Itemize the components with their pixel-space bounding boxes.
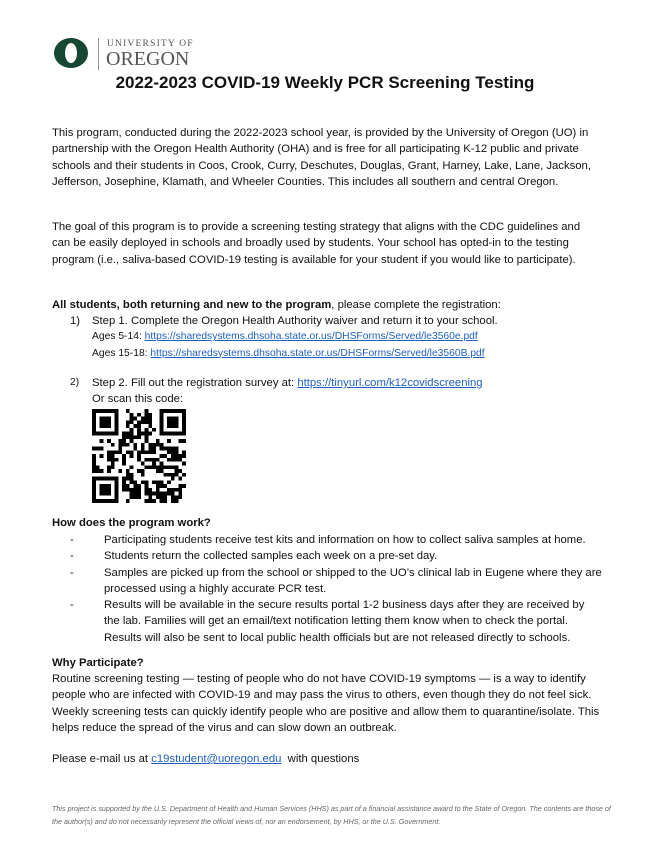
how-list-item: - Students return the collected samples each week on a pre-set day. xyxy=(70,550,438,563)
qr-module xyxy=(111,458,115,462)
qr-module xyxy=(167,480,171,484)
qr-module xyxy=(171,495,175,499)
qr-module xyxy=(175,473,179,477)
qr-module xyxy=(167,439,171,443)
page-title: 2022-2023 COVID-19 Weekly PCR Screening Testing xyxy=(115,73,535,92)
qr-module xyxy=(133,417,137,421)
qr-module xyxy=(141,443,145,447)
qr-module xyxy=(130,435,134,439)
qr-module xyxy=(126,424,130,428)
qr-module xyxy=(126,409,130,413)
qr-module xyxy=(175,488,179,492)
qr-module xyxy=(137,469,141,473)
qr-module xyxy=(111,450,115,454)
step-2-text: Step 2. Fill out the registration survey at: xyxy=(92,377,298,389)
qr-module xyxy=(163,473,167,477)
qr-module xyxy=(122,454,126,458)
qr-module xyxy=(175,454,179,458)
logo-divider xyxy=(98,38,99,70)
how-item-text: Results will be available in the secure results portal 1-2 business days after they are received by the lab. Families will get an email/text notification letting them know when to check the portal. Results will also be sent to local public health officials but are not released directly to schools. xyxy=(104,599,585,644)
contact-email-link[interactable]: c19student@uoregon.edu xyxy=(151,753,282,765)
qr-module xyxy=(130,428,134,432)
qr-module xyxy=(167,473,171,477)
qr-module xyxy=(115,450,119,454)
qr-module xyxy=(92,454,96,458)
qr-module xyxy=(111,454,115,458)
qr-module xyxy=(111,462,115,466)
qr-module xyxy=(171,473,175,477)
qr-module xyxy=(182,484,186,488)
qr-module xyxy=(133,480,137,484)
qr-module xyxy=(160,447,164,451)
qr-module xyxy=(182,462,186,466)
qr-module xyxy=(152,450,156,454)
qr-module xyxy=(122,435,126,439)
qr-module xyxy=(133,443,137,447)
qr-module xyxy=(126,450,130,454)
registration-lead-rest: , please complete the registration: xyxy=(331,299,501,311)
qr-module xyxy=(141,432,145,436)
qr-module xyxy=(126,420,130,424)
qr-module xyxy=(156,469,160,473)
ages-15-18-waiver-link[interactable]: https://sharedsystems.dhsoha.state.or.us/DHSForms/Served/le3560B.pdf xyxy=(150,347,485,359)
qr-module xyxy=(145,492,149,496)
qr-module xyxy=(148,420,152,424)
qr-module xyxy=(175,499,179,503)
goal-paragraph: The goal of this program is to provide a screening testing strategy that aligns with the CDC guidelines and can be easily deployed in schools and broadly used by students. Your school has opted-in to the testing program (i.e., saliva-based COVID-19 testing is available for your student if you would like to participate). xyxy=(52,221,581,266)
step-2 xyxy=(70,375,590,408)
qr-module xyxy=(126,499,130,503)
qr-module xyxy=(133,495,137,499)
qr-module xyxy=(163,499,167,503)
ages-15-18-label: Ages 15-18: xyxy=(92,347,151,359)
qr-module xyxy=(148,432,152,436)
qr-module xyxy=(130,473,134,477)
qr-module xyxy=(145,420,149,424)
qr-module xyxy=(163,495,167,499)
qr-module xyxy=(178,477,182,481)
qr-module xyxy=(163,484,167,488)
qr-module xyxy=(163,492,167,496)
qr-module xyxy=(96,465,100,469)
qr-module xyxy=(145,428,149,432)
qr-module xyxy=(152,447,156,451)
qr-module xyxy=(160,443,164,447)
qr-module xyxy=(122,488,126,492)
qr-module xyxy=(167,458,171,462)
qr-module xyxy=(130,480,134,484)
step-1-text: Step 1. Complete the Oregon Health Authority waiver and return it to your school. xyxy=(92,315,498,327)
qr-module xyxy=(130,495,134,499)
qr-module xyxy=(107,458,111,462)
qr-module xyxy=(152,458,156,462)
contact-suffix: with questions xyxy=(281,753,360,765)
qr-module xyxy=(160,480,164,484)
logo-oregon: OREGON xyxy=(106,48,190,70)
qr-module xyxy=(182,473,186,477)
qr-module xyxy=(118,439,122,443)
qr-module xyxy=(122,477,126,481)
qr-module xyxy=(152,499,156,503)
qr-module xyxy=(130,417,134,421)
qr-module xyxy=(175,465,179,469)
qr-module xyxy=(145,413,149,417)
qr-module xyxy=(171,499,175,503)
qr-module xyxy=(130,477,134,481)
qr-module xyxy=(107,465,111,469)
qr-module xyxy=(130,413,134,417)
qr-module xyxy=(148,495,152,499)
ages-5-14-waiver-link[interactable]: https://sharedsystems.dhsoha.state.or.us/DHSForms/Served/le3560e.pdf xyxy=(144,331,478,343)
qr-module xyxy=(160,454,164,458)
qr-module xyxy=(148,488,152,492)
qr-module xyxy=(156,439,160,443)
qr-module xyxy=(160,492,164,496)
qr-module xyxy=(130,450,134,454)
logo-university-of: UNIVERSITY OF xyxy=(107,39,194,49)
contact-line xyxy=(52,751,600,767)
qr-module xyxy=(182,439,186,443)
qr-module xyxy=(126,473,130,477)
qr-module xyxy=(118,447,122,451)
qr-module xyxy=(118,469,122,473)
qr-module xyxy=(178,484,182,488)
step-2-number: 2) xyxy=(70,377,80,388)
qr-module xyxy=(167,488,171,492)
qr-module xyxy=(152,480,156,484)
qr-module xyxy=(167,450,171,454)
qr-module xyxy=(156,443,160,447)
qr-module xyxy=(182,450,186,454)
qr-module xyxy=(171,492,175,496)
qr-module xyxy=(145,450,149,454)
qr-module xyxy=(100,447,104,451)
qr-module xyxy=(178,458,182,462)
qr-module xyxy=(118,450,122,454)
qr-module xyxy=(92,447,96,451)
qr-module xyxy=(178,439,182,443)
qr-module xyxy=(175,450,179,454)
qr-module xyxy=(178,469,182,473)
qr-module xyxy=(148,447,152,451)
qr-module xyxy=(160,465,164,469)
qr-module xyxy=(145,458,149,462)
qr-module xyxy=(130,439,134,443)
qr-module xyxy=(178,488,182,492)
qr-module xyxy=(152,462,156,466)
qr-module xyxy=(148,465,152,469)
qr-module xyxy=(145,432,149,436)
qr-module xyxy=(133,492,137,496)
qr-module xyxy=(130,432,134,436)
qr-module xyxy=(122,480,126,484)
qr-module xyxy=(137,458,141,462)
qr-module xyxy=(133,447,137,451)
qr-module xyxy=(167,465,171,469)
qr-module xyxy=(160,484,164,488)
qr-module xyxy=(145,480,149,484)
qr-module xyxy=(137,432,141,436)
ages-5-14-label: Ages 5-14: xyxy=(92,331,145,343)
qr-module xyxy=(156,458,160,462)
scan-code-label: Or scan this code: xyxy=(92,393,184,406)
qr-module xyxy=(137,435,141,439)
qr-module xyxy=(148,458,152,462)
qr-module xyxy=(122,462,126,466)
qr-module xyxy=(137,428,141,432)
qr-module xyxy=(137,413,141,417)
qr-module xyxy=(92,465,96,469)
qr-module xyxy=(171,450,175,454)
qr-module xyxy=(92,462,96,466)
qr-module xyxy=(107,469,111,473)
qr-module xyxy=(156,495,160,499)
qr-module xyxy=(141,469,145,473)
qr-module xyxy=(182,454,186,458)
qr-module xyxy=(137,454,141,458)
how-list-item: - Results will be available in the secure results portal 1-2 business days after they are received by the lab. Families will get an email/text notification letting them know when to check the portal. Results will also be sent to local public health officials but are not released directly to schools. xyxy=(70,599,585,644)
qr-module xyxy=(122,484,126,488)
qr-module xyxy=(141,447,145,451)
qr-module xyxy=(148,413,152,417)
qr-module xyxy=(175,447,179,451)
qr-module xyxy=(145,499,149,503)
qr-module xyxy=(148,450,152,454)
qr-module xyxy=(145,484,149,488)
qr-module xyxy=(160,469,164,473)
qr-module xyxy=(107,450,111,454)
qr-module xyxy=(126,443,130,447)
qr-module xyxy=(130,454,134,458)
qr-module xyxy=(115,458,119,462)
qr-module xyxy=(126,484,130,488)
qr-module xyxy=(156,492,160,496)
qr-module xyxy=(126,477,130,481)
qr-module xyxy=(152,492,156,496)
qr-module xyxy=(156,488,160,492)
qr-finder xyxy=(100,417,111,428)
qr-module xyxy=(122,443,126,447)
qr-module xyxy=(171,454,175,458)
qr-finder xyxy=(100,484,111,495)
contact-prefix: Please e-mail us at xyxy=(52,753,152,765)
qr-module xyxy=(126,488,130,492)
qr-module xyxy=(126,469,130,473)
qr-module xyxy=(160,499,164,503)
qr-module xyxy=(145,488,149,492)
qr-finder xyxy=(167,417,178,428)
qr-module xyxy=(100,439,104,443)
qr-module xyxy=(163,454,167,458)
qr-module xyxy=(171,458,175,462)
how-heading: How does the program work? xyxy=(52,517,211,529)
qr-module xyxy=(148,443,152,447)
qr-module xyxy=(145,439,149,443)
qr-module xyxy=(118,443,122,447)
qr-module xyxy=(122,458,126,462)
qr-module xyxy=(133,484,137,488)
qr-module xyxy=(130,420,134,424)
qr-module xyxy=(152,465,156,469)
qr-module xyxy=(126,432,130,436)
qr-module xyxy=(145,409,149,413)
qr-module xyxy=(167,447,171,451)
qr-module xyxy=(152,443,156,447)
qr-module xyxy=(175,458,179,462)
registration-survey-link[interactable]: https://tinyurl.com/k12covidscreening xyxy=(297,377,483,389)
qr-module xyxy=(141,420,145,424)
qr-module xyxy=(122,432,126,436)
why-heading: Why Participate? xyxy=(52,657,144,669)
qr-module xyxy=(141,473,145,477)
qr-module xyxy=(130,488,134,492)
why-paragraph: Routine screening testing — testing of people who do not have COVID-19 symptoms — is a way to identify people who are infected with COVID-19 and may pass the virus to others, even though they do not feel sick. Weekly screening tests can quickly identify people who are positive and allow them to quarantine/isolate. This helps reduce the spread of the virus and can slow down an outbreak. xyxy=(52,673,600,734)
how-list-item: - Participating students receive test kits and information on how to collect saliva samples at home. xyxy=(70,534,586,546)
qr-module xyxy=(156,465,160,469)
intro-paragraph: This program, conducted during the 2022-2023 school year, is provided by the University of Oregon (UO) in partnership with the Oregon Health Authority (OHA) and is free for all participating K-12 public and private schools and their students in Coos, Crook, Curry, Deschutes, Douglas, Grant, Harney, Lake, Lane, Jackson, Jefferson, Josephine, Klamath, and Wheeler Counties. This includes all southern and central Oregon. xyxy=(52,127,591,188)
qr-module xyxy=(111,443,115,447)
qr-module xyxy=(92,458,96,462)
qr-module xyxy=(171,488,175,492)
qr-module xyxy=(107,454,111,458)
qr-module xyxy=(175,495,179,499)
university-of-oregon-o-logo xyxy=(52,37,90,69)
qr-module xyxy=(137,424,141,428)
qr-module xyxy=(163,447,167,451)
registration-lead xyxy=(52,297,600,313)
qr-module xyxy=(156,480,160,484)
qr-module xyxy=(137,420,141,424)
qr-module xyxy=(145,435,149,439)
qr-module xyxy=(156,484,160,488)
qr-module xyxy=(137,495,141,499)
qr-module xyxy=(163,465,167,469)
registration-lead-bold: All students, both returning and new to the program xyxy=(52,299,332,311)
qr-module xyxy=(133,424,137,428)
qr-module xyxy=(126,435,130,439)
qr-module xyxy=(145,465,149,469)
qr-module xyxy=(137,484,141,488)
qr-module xyxy=(145,417,149,421)
qr-module xyxy=(175,469,179,473)
step-1-number: 1) xyxy=(70,315,81,327)
qr-module xyxy=(130,492,134,496)
qr-module xyxy=(100,469,104,473)
qr-module xyxy=(141,480,145,484)
qr-module xyxy=(167,492,171,496)
how-list-item: - Samples are picked up from the school or shipped to the UO’s clinical lab in Eugene where they are processed using a highly accurate PCR test. xyxy=(70,566,602,595)
qr-module xyxy=(178,492,182,496)
qr-module xyxy=(148,492,152,496)
qr-module xyxy=(141,417,145,421)
qr-module xyxy=(141,450,145,454)
qr-module xyxy=(133,488,137,492)
qr-module xyxy=(148,424,152,428)
qr-module xyxy=(148,417,152,421)
qr-module xyxy=(107,439,111,443)
qr-module xyxy=(96,469,100,473)
qr-module xyxy=(133,435,137,439)
qr-module xyxy=(96,447,100,451)
qr-module xyxy=(148,499,152,503)
qr-module xyxy=(111,465,115,469)
qr-module xyxy=(160,495,164,499)
qr-module xyxy=(178,454,182,458)
funding-disclaimer: This project is supported by the U.S. Department of Health and Human Services (HHS) as part of a financial assistance award to the State of Oregon. The contents are those of the author(s) and do not necessarily represent the official views of, nor an endorsement, by HHS, or the U.S. Government. xyxy=(52,804,611,826)
qr-module xyxy=(141,462,145,466)
qr-module xyxy=(130,465,134,469)
qr-module xyxy=(92,469,96,473)
qr-module xyxy=(160,462,164,466)
qr-module xyxy=(171,465,175,469)
qr-module xyxy=(122,439,126,443)
qr-module xyxy=(178,495,182,499)
how-item-text: Students return the collected samples each week on a pre-set day. xyxy=(104,550,438,563)
how-item-text: Samples are picked up from the school or shipped to the UO’s clinical lab in Eugene where they are processed using a highly accurate PCR test. xyxy=(104,566,602,595)
qr-module xyxy=(152,428,156,432)
qr-module xyxy=(137,492,141,496)
registration-qr-code[interactable] xyxy=(92,409,186,503)
qr-module xyxy=(100,454,104,458)
how-item-text: Participating students receive test kits and information on how to collect saliva samples at home. xyxy=(104,534,586,546)
step-1 xyxy=(70,313,590,362)
qr-module xyxy=(171,477,175,481)
how-list xyxy=(62,532,602,646)
qr-module xyxy=(171,447,175,451)
qr-module xyxy=(137,450,141,454)
qr-module xyxy=(137,488,141,492)
